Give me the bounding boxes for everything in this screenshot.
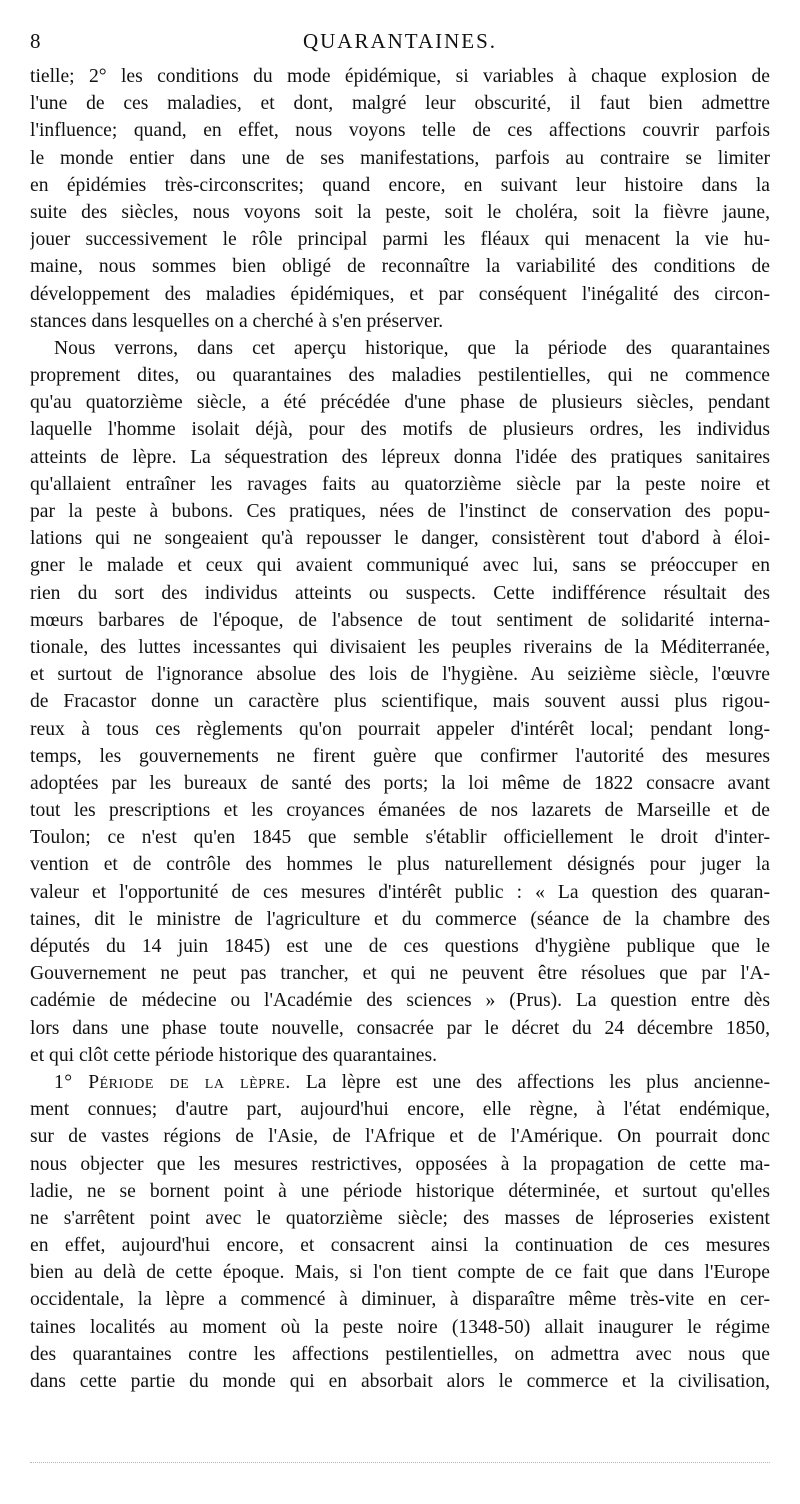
text-line: mœurs barbares de l'époque, de l'absence de tout sentiment de solidarité interna-	[30, 609, 770, 631]
text-line: temps, les gouvernements ne firent guère que confirmer l'autorité des mesures	[30, 745, 770, 767]
text-run: La lèpre est une des affections les plus ancienne-	[305, 1071, 770, 1093]
text-line: rien du sort des individus atteints ou suspects. Cette indifférence résultait des	[30, 582, 770, 604]
text-line: atteints de lèpre. La séquestration des lépreux donna l'idée des pratiques sanitaires	[30, 446, 770, 468]
text-line: ment connues; d'autre part, aujourd'hui encore, elle règne, à l'état endémique,	[30, 1099, 770, 1121]
text-line: et qui clôt cette période historique des quarantaines.	[30, 1044, 437, 1066]
text-line: bien au delà de cette époque. Mais, si l'on tient compte de ce fait que dans l'Europe	[30, 1262, 770, 1284]
text-line: et surtout de l'ignorance absolue des lois de l'hygiène. Au seizième siècle, l'œuvre	[30, 664, 770, 686]
text-line: qu'allaient entraîner les ravages faits au quatorzième siècle par la peste noire et	[30, 473, 770, 495]
text-line: développement des maladies épidémiques, et par conséquent l'inégalité des circon-	[30, 283, 770, 305]
text-line: Toulon; ce n'est qu'en 1845 que semble s'établir officiellement le droit d'inter-	[30, 827, 770, 849]
text-line: qu'au quatorzième siècle, a été précédée d'une phase de plusieurs siècles, pendant	[30, 392, 770, 414]
text-line: sur de vastes régions de l'Asie, de l'Afrique et de l'Amérique. On pourrait donc	[30, 1126, 770, 1148]
text-line: taines, dit le ministre de l'agriculture et du commerce (séance de la chambre des	[30, 908, 770, 930]
text-line: laquelle l'homme isolait déjà, pour des motifs de plusieurs ordres, les individus	[30, 419, 770, 441]
scan-specks	[30, 1462, 770, 1473]
text-line: de Fracastor donne un caractère plus scientifique, mais souvent aussi plus rigou-	[30, 691, 770, 713]
text-line: Nous verrons, dans cet aperçu historique, que la période des quarantaines	[54, 337, 770, 359]
text-line: ne s'arrêtent point avec le quatorzième siècle; des masses de léproseries existent	[30, 1207, 770, 1229]
text-line: Gouvernement ne peut pas trancher, et qui ne peuvent être résolues que par l'A-	[30, 963, 770, 985]
text-line: stances dans lesquelles on a cherché à s'en préserver.	[30, 310, 444, 332]
text-line: lors dans une phase toute nouvelle, consacrée par le décret du 24 décembre 1850,	[30, 1017, 770, 1039]
body-text	[30, 63, 770, 1395]
text-line: proprement dites, ou quarantaines des maladies pestilentielles, qui ne commence	[30, 365, 770, 387]
text-line: adoptées par les bureaux de santé des ports; la loi même de 1822 consacre avant	[30, 772, 770, 794]
section-heading: 1° Période de la lèpre.	[54, 1071, 291, 1093]
text-line: tout les prescriptions et les croyances émanées de nos lazarets de Marseille et de	[30, 800, 770, 822]
text-line: en épidémies très-circonscrites; quand encore, en suivant leur histoire dans la	[30, 174, 770, 196]
text-line: ladie, ne se bornent point à une période historique déterminée, et surtout qu'elles	[30, 1180, 770, 1202]
text-line: gner le malade et ceux qui avaient communiqué avec lui, sans se préoccuper en	[30, 555, 770, 577]
text-line: nous objecter que les mesures restrictives, opposées à la propagation de cette ma-	[30, 1153, 770, 1175]
text-line: des quarantaines contre les affections pestilentielles, on admettra avec nous que	[30, 1343, 770, 1365]
page-header	[30, 28, 770, 54]
running-title: QUARANTAINES.	[302, 29, 498, 53]
text-line: jouer successivement le rôle principal parmi les fléaux qui menacent la vie hu-	[30, 229, 770, 251]
text-line: lations qui ne songeaient qu'à repousser le danger, consistèrent tout d'abord à éloi-	[30, 528, 770, 550]
section-first-line	[30, 1069, 770, 1096]
text-line: l'une de ces maladies, et dont, malgré leur obscurité, il faut bien admettre	[30, 93, 770, 115]
text-line: valeur et l'opportunité de ces mesures d'intérêt public : « La question des quaran-	[30, 881, 770, 903]
text-line: députés du 14 juin 1845) est une de ces questions d'hygiène publique que le	[30, 936, 770, 957]
text-line: reux à tous ces règlements qu'on pourrait appeler d'intérêt local; pendant long-	[30, 718, 770, 740]
text-line: suite des siècles, nous voyons soit la peste, soit le choléra, soit la fièvre jaune,	[30, 201, 770, 223]
text-line: le monde entier dans une de ses manifestations, parfois au contraire se limiter	[30, 147, 770, 169]
text-line: tionale, des luttes incessantes qui divisaient les peuples riverains de la Méditerranée,	[30, 636, 770, 658]
text-line: taines localités au moment où la peste noire (1348-50) allait inaugurer le régime	[30, 1316, 770, 1338]
text-line: cadémie de médecine ou l'Académie des sciences » (Prus). La question entre dès	[30, 990, 770, 1012]
text-line: par la peste à bubons. Ces pratiques, nées de l'instinct de conservation des popu-	[30, 501, 770, 522]
text-line: tielle; 2° les conditions du mode épidémique, si variables à chaque explosion de	[30, 66, 770, 87]
text-line: vention et de contrôle des hommes le plus naturellement désignés pour juger la	[30, 854, 770, 876]
text-line: en effet, aujourd'hui encore, et consacrent ainsi la continuation de ces mesures	[30, 1235, 770, 1257]
text-line: occidentale, la lèpre a commencé à diminuer, à disparaître même très-vite en cer-	[30, 1289, 770, 1311]
text-line: dans cette partie du monde qui en absorbait alors le commerce et la civilisation,	[30, 1371, 770, 1392]
text-line: maine, nous sommes bien obligé de reconnaître la variabilité des conditions de	[30, 256, 770, 278]
text-line: l'influence; quand, en effet, nous voyons telle de ces affections couvrir parfois	[30, 120, 770, 142]
page-number: 8	[30, 29, 41, 53]
